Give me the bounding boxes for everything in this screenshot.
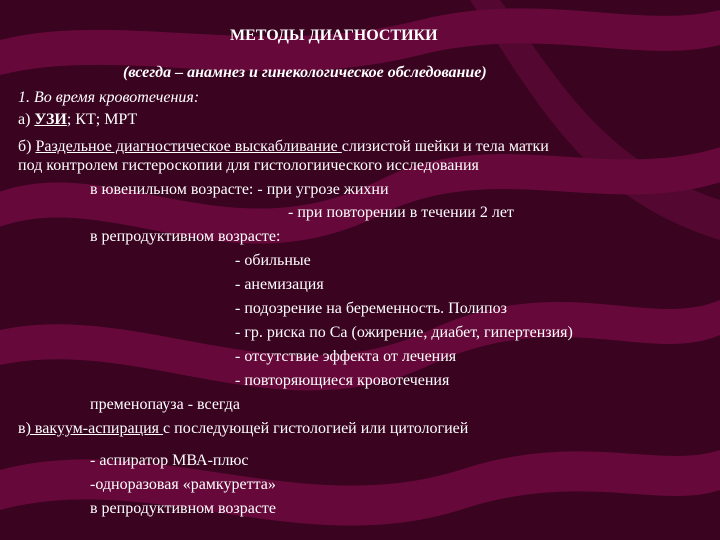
list-item: - анемизация bbox=[235, 276, 324, 293]
slide-subtitle: (всегда – анамнез и гинекологическое обследование) bbox=[123, 64, 487, 81]
line-b-rest: слизистой шейки и тела матки bbox=[341, 138, 549, 155]
premenopause-line: пременопауза - всегда bbox=[90, 396, 240, 413]
line-v-rest: с последующей гистологией или цитологией bbox=[163, 420, 469, 437]
slide-title: МЕТОДЫ ДИАГНОСТИКИ bbox=[230, 27, 438, 44]
line-b bbox=[18, 137, 549, 157]
line-v-prefix: в bbox=[18, 420, 26, 437]
aspirator-line: - аспиратор МВА-плюс bbox=[90, 452, 249, 469]
juvenile-line-2: - при повторении в течении 2 лет bbox=[288, 204, 514, 221]
line-a-prefix: а) bbox=[18, 111, 35, 128]
curettage-link[interactable]: Раздельное диагностическое выскабливание bbox=[35, 138, 342, 155]
reproductive-line-2: в репродуктивном возрасте bbox=[90, 500, 277, 517]
list-item: - повторяющиеся кровотечения bbox=[235, 372, 450, 389]
list-item: - обильные bbox=[235, 252, 311, 269]
reproductive-line: в репродуктивном возрасте: bbox=[90, 228, 281, 245]
list-item: - гр. риска по Са (ожирение, диабет, гипертензия) bbox=[235, 324, 573, 341]
list-item: - подозрение на беременность. Полипоз bbox=[235, 300, 507, 317]
line-b-continued: под контролем гистероскопии для гистологиического исследования bbox=[18, 157, 479, 174]
ramkuretta-line: -одноразовая «рамкуретта» bbox=[90, 476, 276, 493]
juvenile-line: в ювенильном возрасте: - при угрозе жихни bbox=[90, 181, 389, 198]
line-a-rest: ; КТ; МРТ bbox=[66, 111, 138, 128]
line-b-prefix: б) bbox=[18, 138, 36, 155]
section-heading: 1. Во время кровотечения: bbox=[18, 89, 200, 106]
uzi-link[interactable]: УЗИ bbox=[34, 111, 67, 128]
line-a bbox=[18, 110, 137, 130]
vacuum-aspiration-link[interactable]: ) вакуум-аспирация bbox=[25, 420, 164, 437]
list-item: - отсутствие эффекта от лечения bbox=[235, 348, 457, 365]
line-v bbox=[18, 419, 468, 439]
